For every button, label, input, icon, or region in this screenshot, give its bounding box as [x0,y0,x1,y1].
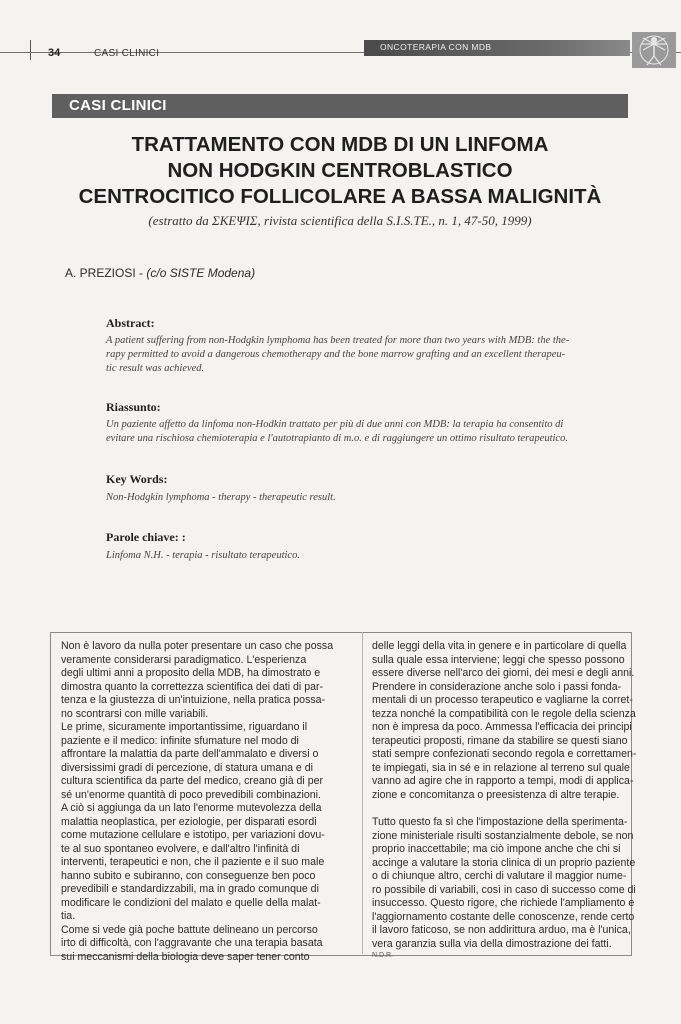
section-bar-label: CASI CLINICI [69,97,167,114]
article-subtitle: (estratto da ΣΚΕΨΙΣ, rivista scientifica della S.I.S.TE., n. 1, 47-50, 1999) [148,213,532,228]
text-line: stati sempre confezionati secondo regola e correttamen- [372,748,637,760]
text-line: te impiegati, sia in sé e in relazione al terreno sul quale [372,761,630,774]
text-line: diversissimi gradi di percezione, di statura umana e di [61,761,314,774]
abstract-heading: Abstract: [106,316,155,330]
text-line: o di chiunque altro, cerchi di valutare il maggior nume- [372,870,627,882]
text-line: proprio inaccettabile; ma ciò impone anche che chi si [372,843,621,855]
editorial-left-column [61,640,356,964]
author-affiliation: (c/o SISTE Modena) [146,266,256,280]
text-line: hanno subito e subiranno, con conseguenze ben poco [61,869,316,882]
column-divider [362,632,363,954]
text-line: Le prime, sicuramente importantissime, riguardano il [61,721,308,733]
riassunto-line: evitare una rischiosa chemioterapia e l'autotrapianto di m.o. e di raggiungere un ottimo risultato terapeutico. [106,433,568,444]
riassunto-text [106,418,626,446]
text-line: dimostra quanto la correttezza scientifica dei dati di par- [61,680,324,693]
abstract-line: A patient suffering from non-Hodgkin lymphoma has been treated for more than two years with MDB: the the- [106,335,570,346]
editorial-right-column [372,640,637,961]
title-line: CENTROCITICO FOLLICOLARE A BASSA MALIGNITÀ [78,185,602,208]
text-line: vera garanzia sulla via della dimostrazione dei fatti. [372,937,612,950]
text-line: vanno ad agire che in rapporto a tempi, modi di applica- [372,775,634,787]
text-line: malattia neoplastica, per eziologie, per disparati esordi [61,815,317,828]
running-section: CASI CLINICI [94,48,160,59]
text-line: prevedibili e standardizzabili, ma in grado comunque di [61,883,319,895]
text-line: terapeutici proposti, rimane da stabilire se questi siano [372,734,628,747]
author-line [65,266,255,280]
text-line: non è impresa da poco. Ammessa l'efficacia dei principi [372,721,632,733]
text-line: zione ministeriale risulti sostanzialmente debole, se non [372,829,634,842]
keywords-text: Non-Hodgkin lymphoma - therapy - therapeutic result. [106,492,336,503]
text-line: irto di difficoltà, con l'aggravante che una terapia basata [61,937,323,949]
abstract-line: rapy permitted to avoid a dangerous chemotherapy and the bone marrow grafting and an excellent therapeu- [106,349,566,360]
text-line: A ciò si aggiunga da un lato l'enorme mutevolezza della [61,802,322,814]
text-line: paziente e il medico: infinite sfumature nel modo di [61,734,299,747]
text-line: modificare le condizioni del malato e quelle della malat- [61,896,321,909]
journal-banner [364,40,630,56]
text-line: te al suo spontaneo evolvere, e dall'altro l'infinità di [61,842,300,855]
vitruvian-man-icon [632,32,676,68]
text-line: sé un'enorme quantità di poco prevedibili combinazioni. [61,788,321,801]
text-line: come mutazione cellulare e istotipo, per variazioni dovu- [61,829,325,841]
text-line: insuccesso. Questo rigore, che richiede l'ampliamento e [372,897,635,909]
text-line: tenza e la giustezza di un'intuizione, nella pratica possa- [61,694,326,706]
text-line: Non è lavoro da nulla poter presentare un caso che possa [61,640,334,652]
abstract-line: tic result was achieved. [106,363,205,374]
journal-banner-label: ONCOTERAPIA CON MDB [380,42,492,52]
text-line: affrontare la malattia da parte dell'ammalato e diversi o [61,748,319,760]
section-bar [52,94,628,118]
text-line: Come si vede già poche battute delineano un percorso [61,923,318,936]
author-name: A. PREZIOSI - [65,266,147,280]
text-line: no scontrarsi con mille variabili. [61,707,209,720]
article-title [52,132,628,210]
text-line: sui meccanismi della biologia deve saper tener conto [61,950,310,963]
page-number: 34 [48,47,61,59]
text-line: mentali di un processo terapeutico e vagliarne la corret- [372,694,633,706]
text-line: delle leggi della vita in genere e in particolare di quella [372,640,627,652]
riassunto-line: Un paziente affetto da linfoma non-Hodkin trattato per più di due anni con MDB: la terapia ha consentito di [106,419,564,430]
text-line: ro possibile di variabili, così in caso di successo come di [372,883,636,896]
abstract-text [106,334,626,376]
keywords-heading: Key Words: [106,472,168,486]
text-line: tezza nonché la compatibilità con le regole della scienza [372,707,636,720]
parole-chiave-heading: Parole chiave: : [106,530,186,544]
text-line: degli ultimi anni a proposito della MDB, ha dimostrato e [61,667,321,679]
riassunto-heading: Riassunto: [106,400,161,414]
title-line: TRATTAMENTO CON MDB DI UN LINFOMA [131,133,549,156]
text-line: cultura scientifica da parte del medico, creano già di per [61,775,324,787]
paragraph-gap [372,802,622,816]
text-line: accinge a valutare la storia clinica di un proprio paziente [372,856,636,869]
text-line: interventi, terapeutici e non, che il paziente e il suo male [61,856,325,868]
text-line: l'aggiornamento costante delle conoscenze, rende certo [372,910,635,923]
text-line: tia. [61,910,76,922]
text-line: sulla quale essa interviene; leggi che spesso possono [372,653,625,666]
editor-note: N.D.R. [372,952,393,959]
text-line: veramente considerarsi paradigmatico. L'esperienza [61,653,307,666]
header-tick [30,40,31,60]
text-line: Prendere in considerazione anche solo i passi fonda- [372,680,622,693]
title-line: NON HODGKIN CENTROBLASTICO [167,159,513,182]
text-line: il lavoro faticoso, se non addirittura arduo, ma è l'unica, [372,924,631,936]
parole-chiave-text: Linfoma N.H. - terapia - risultato terapeutico. [106,550,300,561]
text-line: essere diverse nell'arco dei giorni, dei mesi e degli anni. [372,667,635,679]
text-line: Tutto questo fa sì che l'impostazione della sperimenta- [372,816,628,828]
text-line: zione e concomitanza o preesistenza di altre terapie. [372,788,620,801]
